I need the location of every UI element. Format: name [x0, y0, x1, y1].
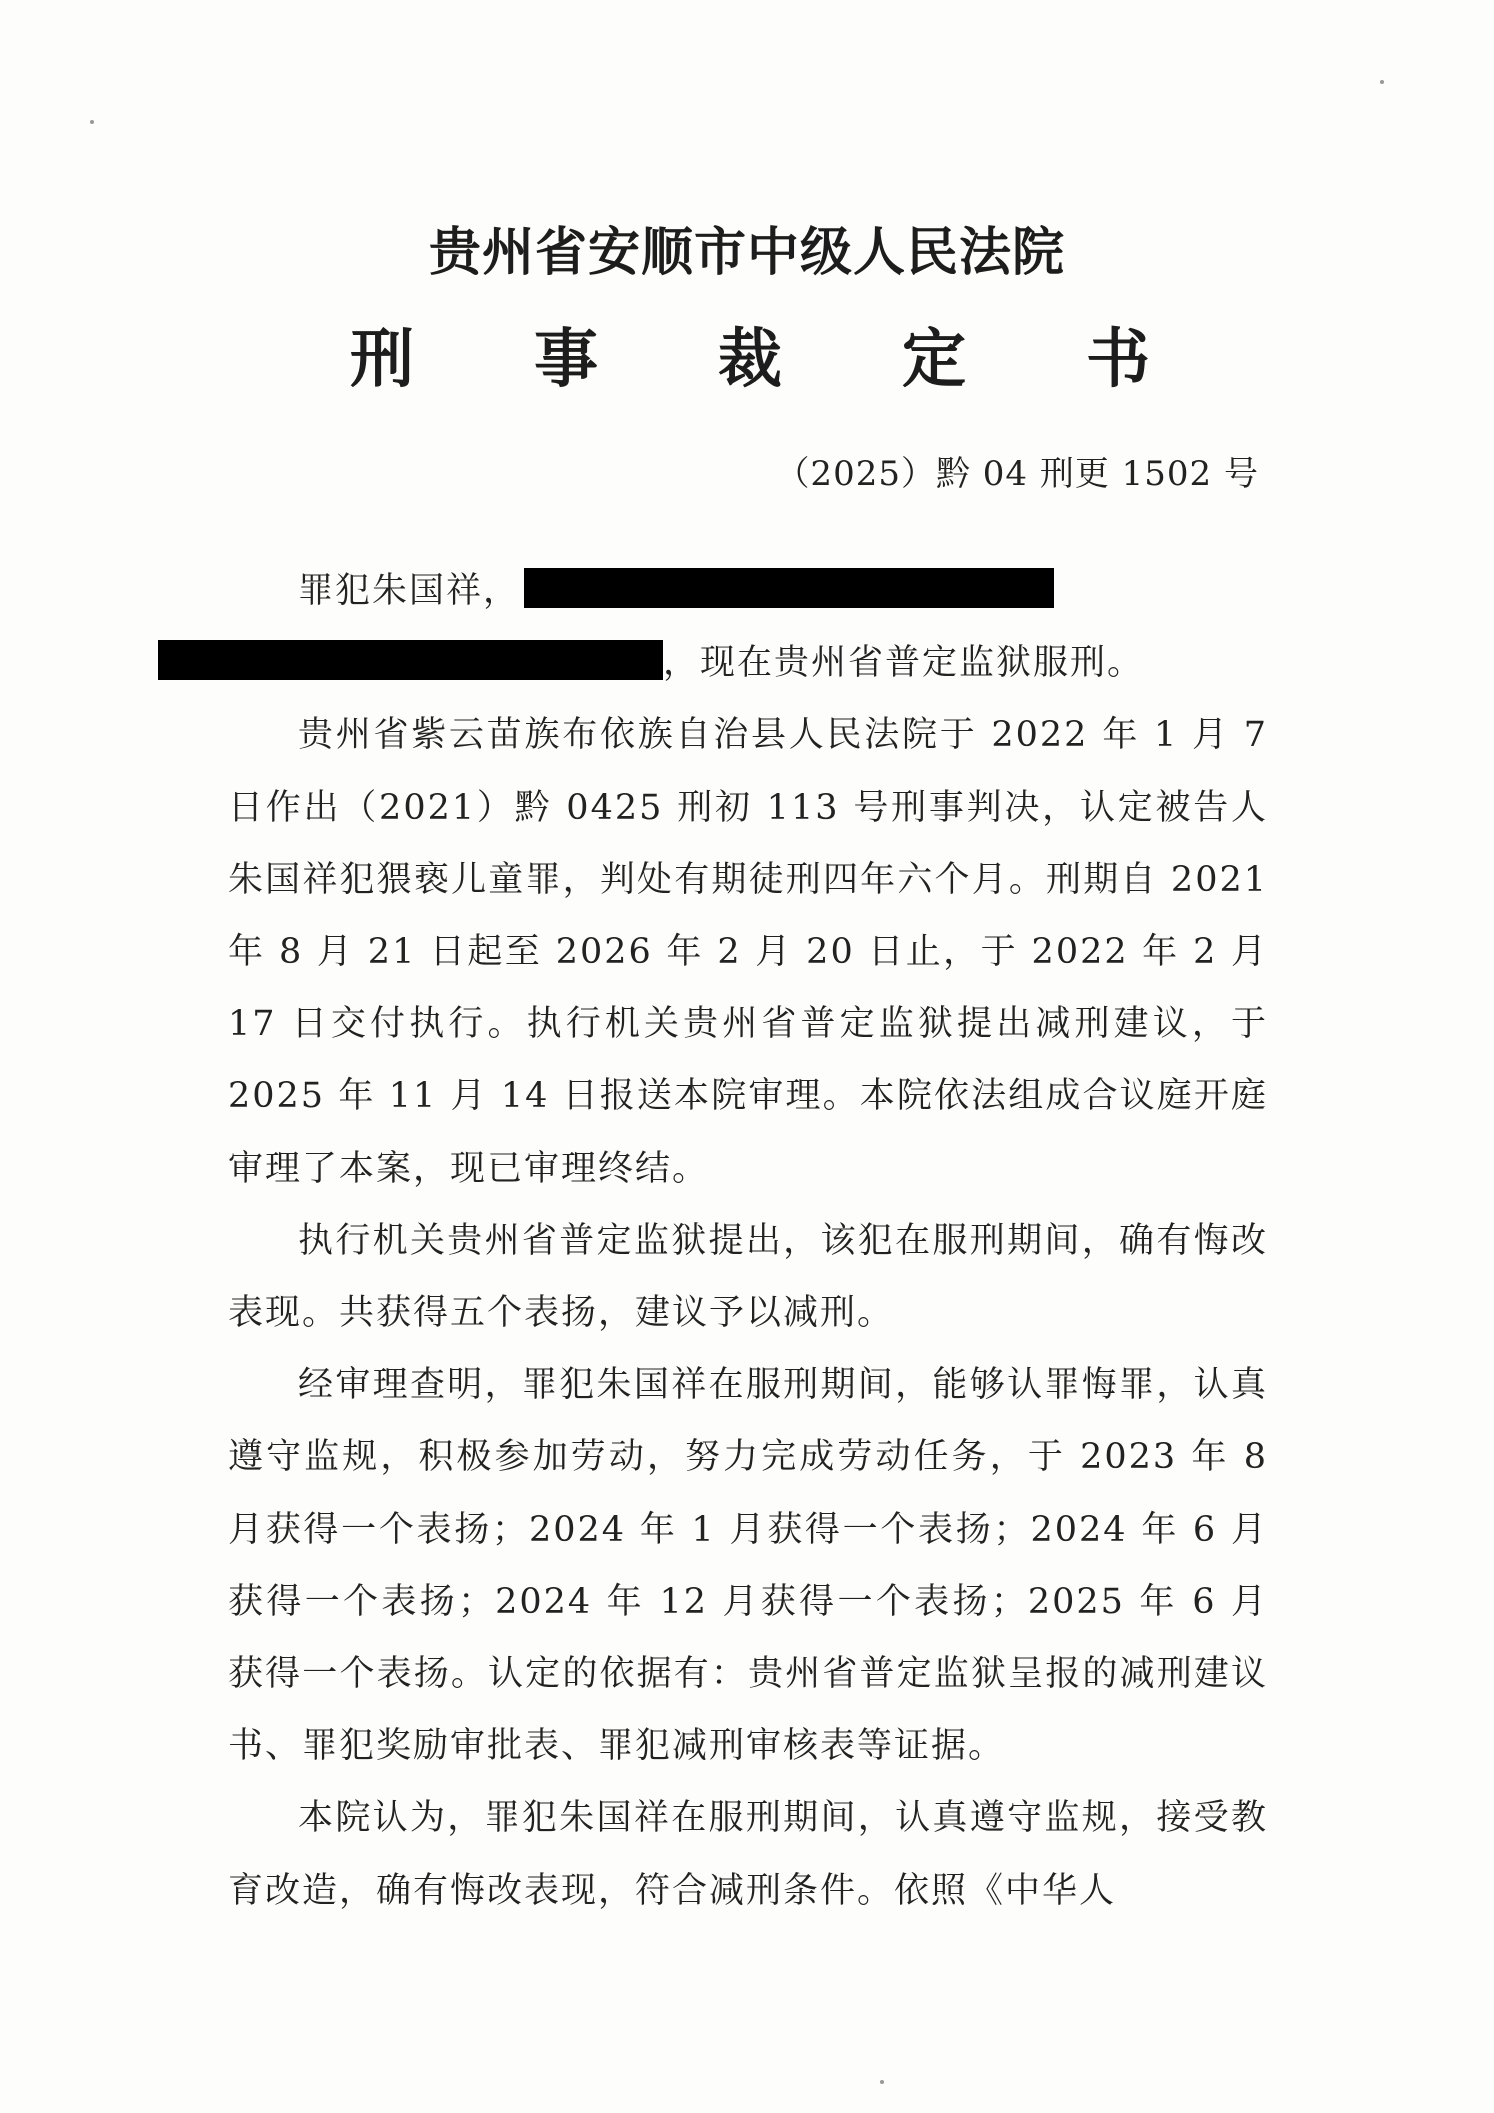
title-char-1: 刑 [350, 323, 414, 397]
title-char-5: 书 [1086, 323, 1150, 397]
scan-speck [1380, 80, 1384, 84]
offender-intro: 罪犯朱国祥， [298, 571, 521, 611]
offender-location: ，现在贵州省普定监狱服刑。 [663, 643, 1145, 684]
title-char-3: 裁 [718, 323, 782, 397]
title-char-2: 事 [534, 323, 598, 397]
paragraph-findings: 经审理查明，罪犯朱国祥在服刑期间，能够认罪悔罪，认真遵守监规，积极参加劳动，努力完成劳动任务，于 2023 年 8 月获得一个表扬；2024 年 1 月获得一个表扬；2024 年 6 月获得一个表扬；2024 年 12 月获得一个表扬；2025 年 6 月获得一个表扬。认定的依据有：贵州省普定监狱呈报的减刑建议书、罪犯奖励审批表、罪犯减刑审核表等证据。 [228, 1365, 1268, 1767]
redaction-block [524, 568, 1054, 608]
scan-speck [90, 120, 94, 124]
case-number: （2025）黔 04 刑更 1502 号 [775, 454, 1259, 494]
paragraph-original-judgment: 贵州省紫云苗族布依族自治县人民法院于 2022 年 1 月 7 日作出（2021）黔 0425 刑初 113 号刑事判决，认定被告人朱国祥犯猥亵儿童罪，判处有期徒刑四年六个月。刑期自 2021 年 8 月 21 日起至 2026 年 2 月 20 日止，于 2022 年 2 月 17 日交付执行。执行机关贵州省普定监狱提出减刑建议，于 2025 年 11 月 14 日报送本院审理。本院依法组成合议庭开庭审理了本案，现已审理终结。 [228, 715, 1268, 1189]
court-name: 贵州省安顺市中级人民法院 [428, 223, 1065, 283]
redaction-block [158, 640, 663, 680]
title-char-4: 定 [902, 323, 966, 397]
document-title [350, 308, 1150, 400]
paragraph-offender-info [228, 555, 1268, 699]
paragraph-prison-proposal: 执行机关贵州省普定监狱提出，该犯在服刑期间，确有悔改表现。共获得五个表扬，建议予以减刑。 [228, 1220, 1268, 1334]
scan-speck [880, 2080, 884, 2084]
body-text [228, 555, 1268, 1927]
paragraph-court-opinion: 本院认为，罪犯朱国祥在服刑期间，认真遵守监规，接受教育改造，确有悔改表现，符合减刑条件。依照《中华人 [228, 1798, 1268, 1911]
